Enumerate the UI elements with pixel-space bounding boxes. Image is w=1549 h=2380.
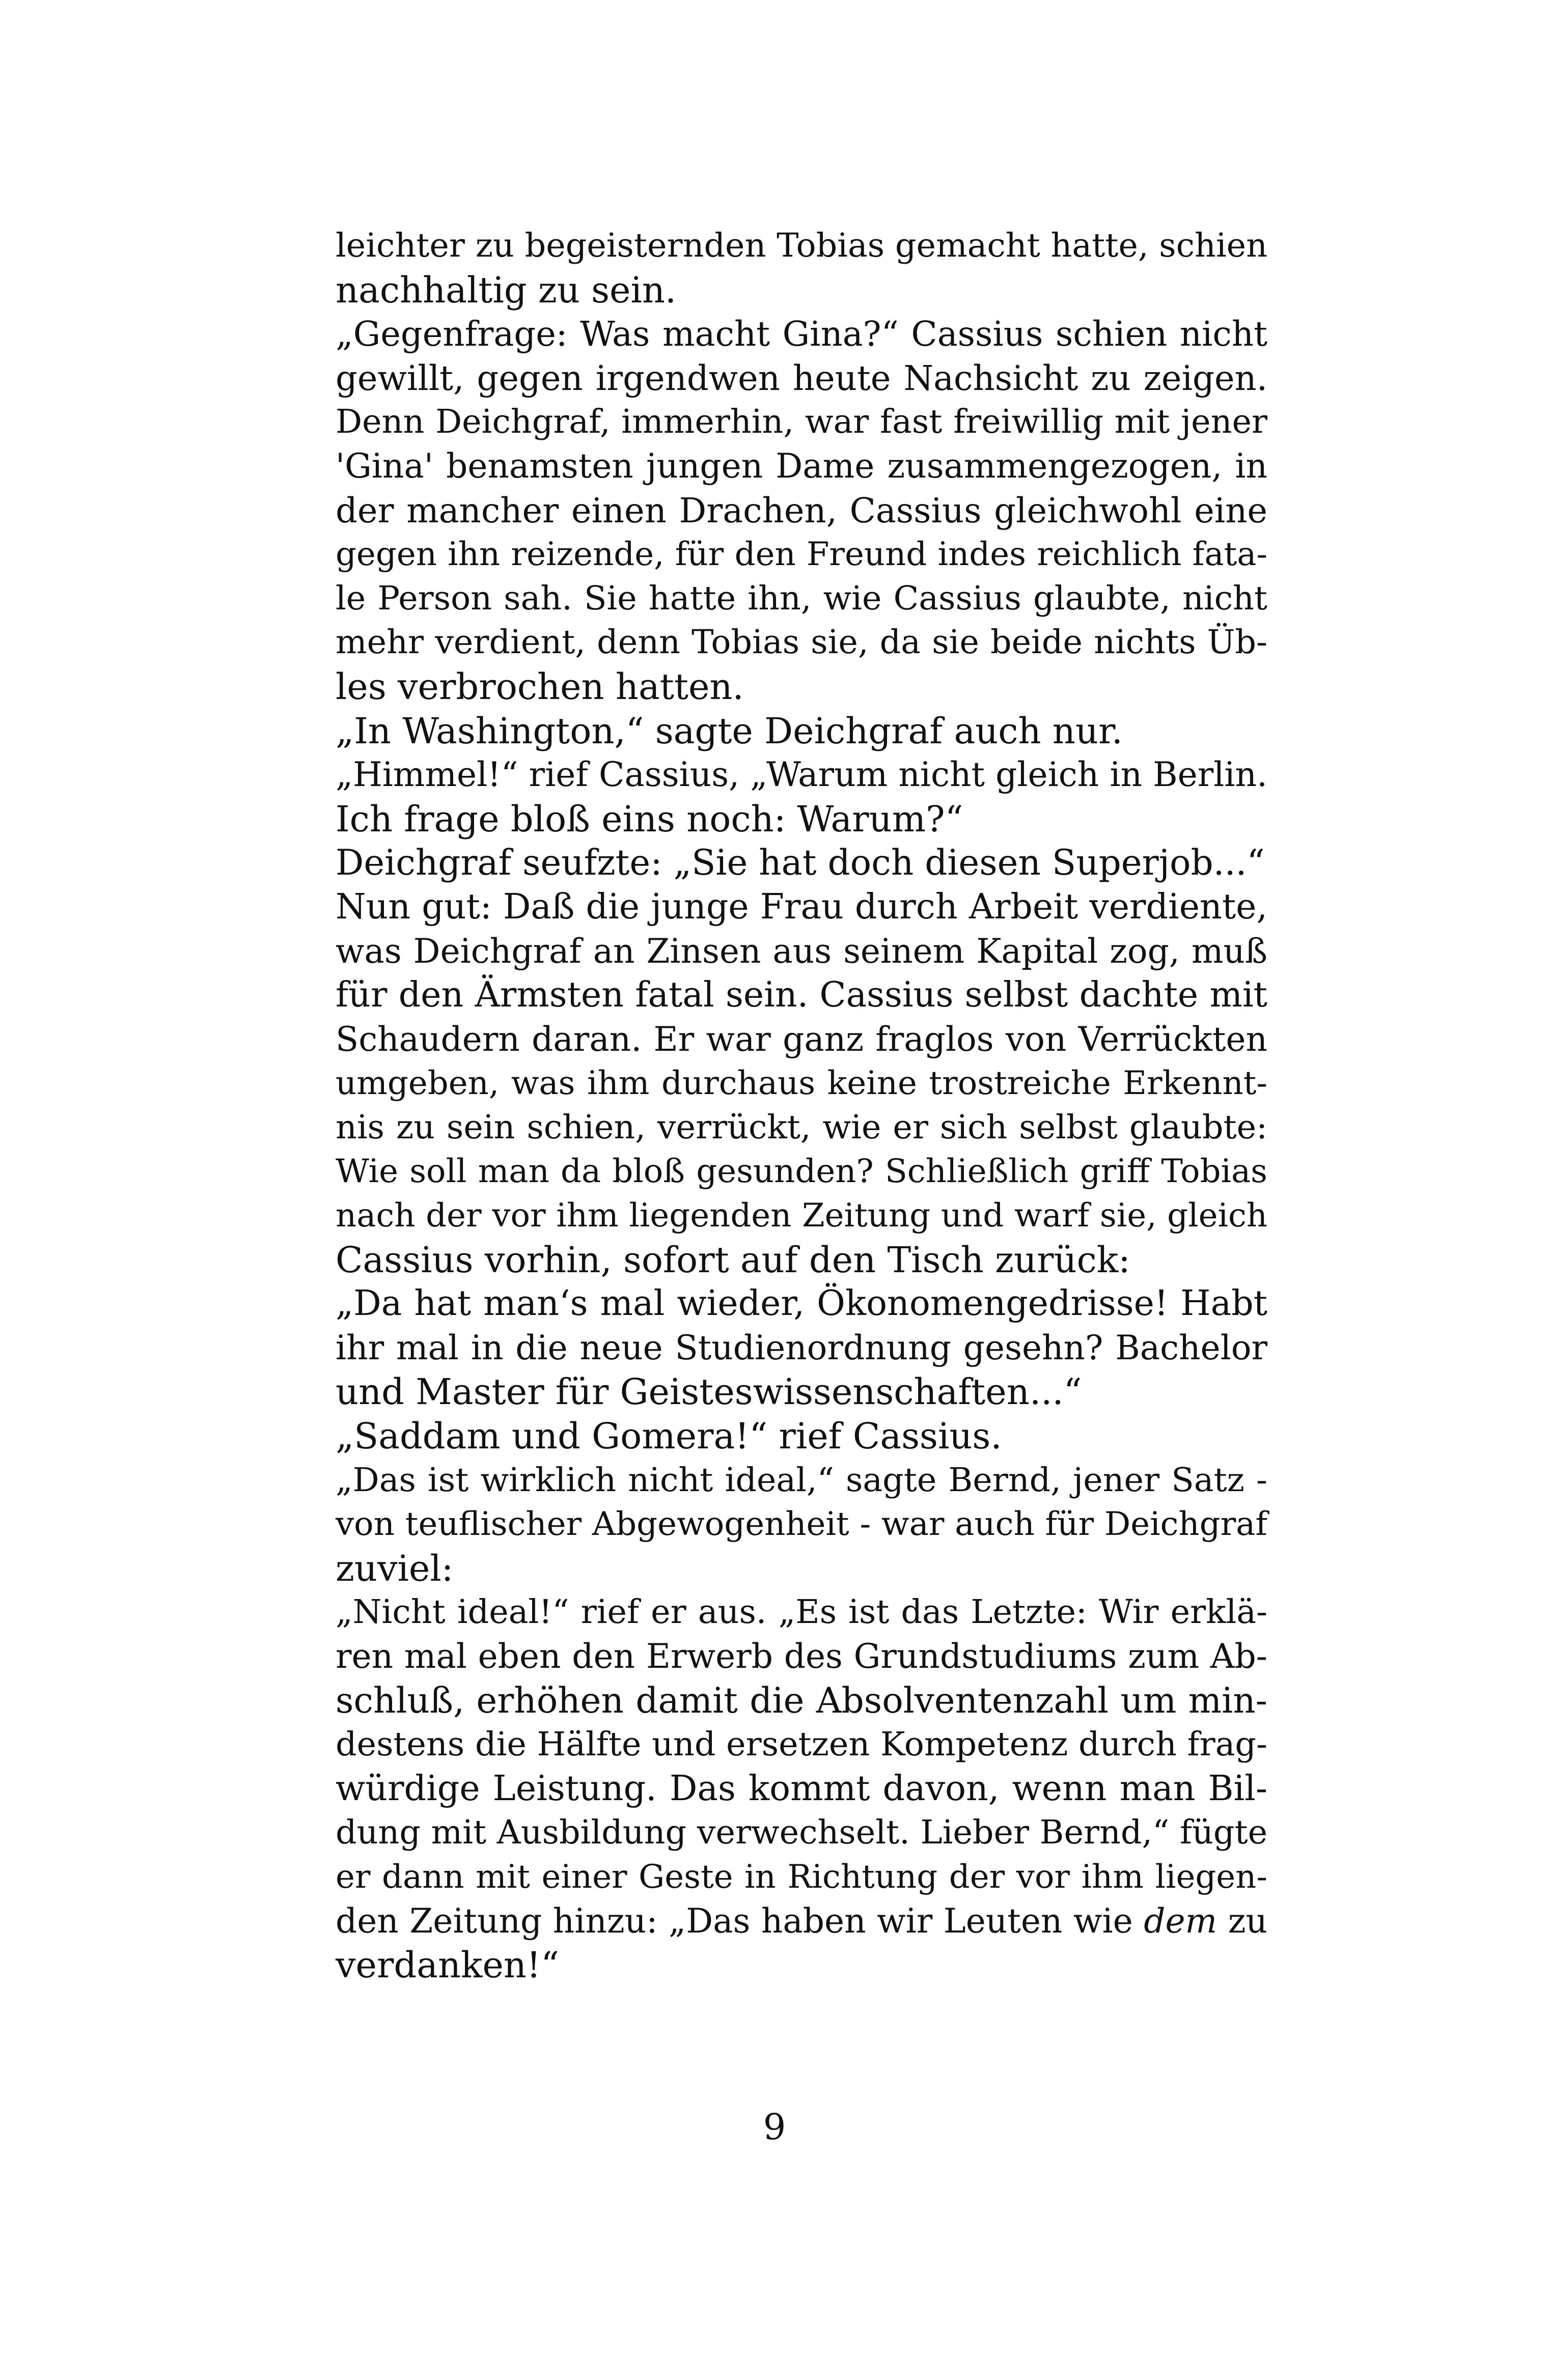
text-line: Wie soll man da bloß gesunden? Schließlich griff Tobias (336, 1153, 1267, 1191)
text-line: Nun gut: Daß die junge Frau durch Arbeit verdiente, (336, 886, 1267, 927)
text-line: les verbrochen hatten. (336, 665, 744, 708)
text-line: für den Ärmsten fatal sein. Cassius selbst dachte mit (336, 975, 1267, 1016)
text-line: „Nicht ideal!“ rief er aus. „Es ist das Letzte: Wir erklä- (336, 1593, 1267, 1632)
text-line: zuviel: (336, 1547, 454, 1589)
text-line: gewillt, gegen irgendwen heute Nachsicht zu zeigen. (336, 358, 1267, 398)
text-line: Deichgraf seufzte: „Sie hat doch diesen Superjob...“ (336, 843, 1265, 884)
text-line: „Himmel!“ rief Cassius, „Warum nicht gleich in Berlin. (336, 755, 1267, 795)
text-line: „Saddam und Gomera!“ rief Cassius. (336, 1415, 1002, 1458)
text-line: destens die Hälfte und ersetzen Kompetenz durch frag- (336, 1725, 1267, 1764)
text-line: und Master für Geisteswissenschaften...“ (336, 1371, 1082, 1413)
text-line: gegen ihn reizende, für den Freund indes reichlich fata- (336, 536, 1267, 574)
text-line: „Das ist wirklich nicht ideal,“ sagte Bernd, jener Satz - (336, 1461, 1267, 1499)
text-line: von teuflischer Abgewogenheit - war auch für Deichgraf (336, 1505, 1267, 1544)
text-line: dung mit Ausbildung verwechselt. Lieber Bernd,“ fügte (336, 1813, 1268, 1852)
text-line: was Deichgraf an Zinsen aus seinem Kapital zog, muß (336, 931, 1267, 971)
text-line: nach der vor ihm liegenden Zeitung und warf sie, gleich (336, 1197, 1267, 1235)
text-line: 'Gina' benamsten jungen Dame zusammengezogen, in (336, 446, 1267, 486)
text-line: mehr verdient, denn Tobias sie, da sie beide nichts Üb- (336, 623, 1267, 662)
text-line: leichter zu begeisternden Tobias gemacht hatte, schien (336, 227, 1267, 265)
text-line: Denn Deichgraf, immerhin, war fast freiwillig mit jener (336, 403, 1267, 441)
text-line: würdige Leistung. Das kommt davon, wenn man Bil- (336, 1768, 1267, 1809)
text-line: Cassius vorhin, sofort auf den Tisch zurück: (336, 1239, 1130, 1281)
text-line: „In Washington,“ sagte Deichgraf auch nur. (336, 710, 1123, 752)
text-line: ren mal eben den Erwerb des Grundstudiums zum Ab- (336, 1637, 1267, 1676)
text-line: nis zu sein schien, verrückt, wie er sich selbst glaubte: (336, 1108, 1267, 1146)
text-line: nachhaltig zu sein. (336, 269, 677, 311)
page-number: 9 (763, 2106, 786, 2148)
text-line: er dann mit einer Geste in Richtung der vor ihm liegen- (336, 1858, 1267, 1896)
text-line: le Person sah. Sie hatte ihn, wie Cassius glaubte, nicht (336, 579, 1267, 618)
text-line: den Zeitung hinzu: „Das haben wir Leuten wie dem zu (336, 1901, 1268, 1941)
text-line: „Gegenfrage: Was macht Gina?“ Cassius schien nicht (336, 314, 1267, 354)
text-line: Ich frage bloß eins noch: Warum?“ (336, 798, 963, 840)
text-line: ihr mal in die neue Studienordnung gesehn? Bachelor (336, 1328, 1267, 1367)
text-line: verdanken!“ (336, 1944, 559, 1986)
text-line: der mancher einen Drachen, Cassius gleichwohl eine (336, 490, 1267, 530)
body-text (336, 224, 1267, 1987)
text-line: Schaudern daran. Er war ganz fraglos von Verrückten (336, 1019, 1267, 1059)
text-line: schluß, erhöhen damit die Absolventenzahl um min- (336, 1680, 1267, 1721)
text-line: „Da hat man‘s mal wieder, Ökonomengedrisse! Habt (336, 1283, 1267, 1324)
text-line: umgeben, was ihm durchaus keine trostreiche Erkennt- (336, 1065, 1267, 1103)
